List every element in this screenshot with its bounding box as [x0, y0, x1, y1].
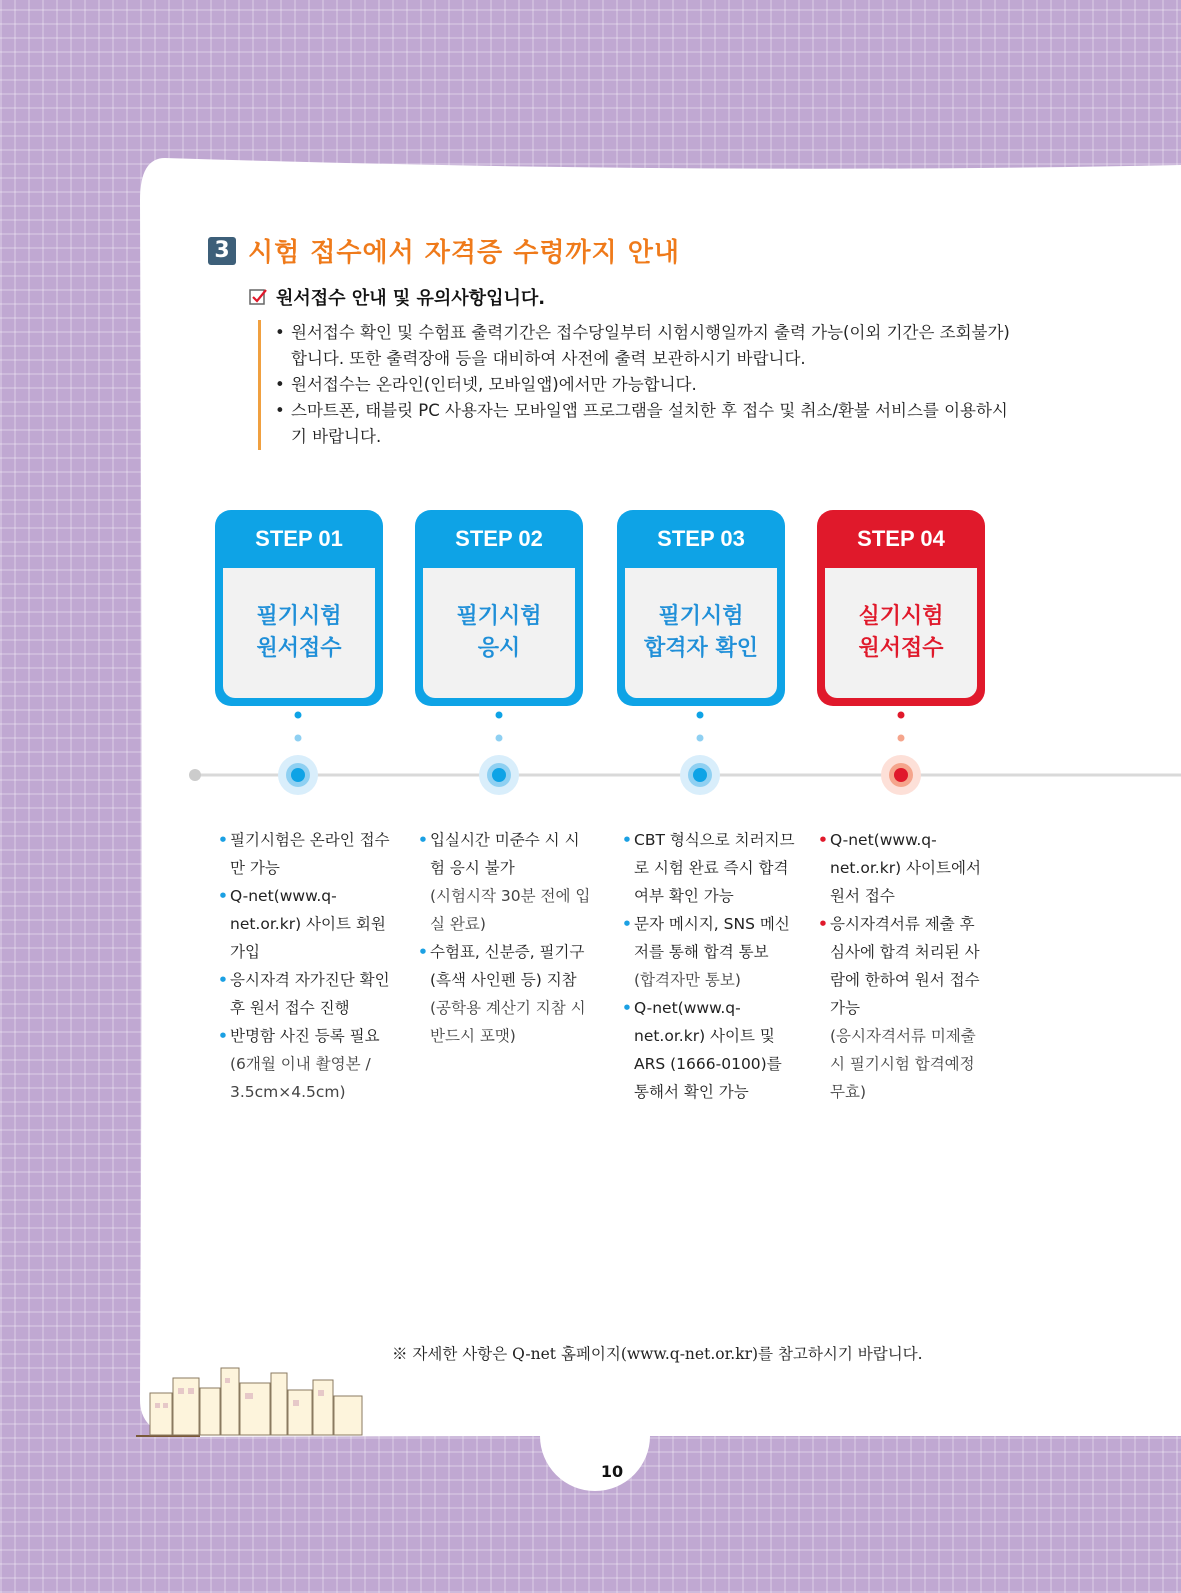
detail-note: (합격자만 통보) — [634, 971, 741, 989]
detail-item: • CBT 형식으로 치러지므로 시험 완료 즉시 합격 여부 확인 가능 — [622, 826, 797, 910]
step-title-line2: 합격자 확인 — [644, 636, 758, 661]
detail-note: (공학용 계산기 지참 시 반드시 포맷) — [430, 999, 586, 1045]
detail-item: • Q-net(www.q-net.or.kr) 사이트에서 원서 접수 — [818, 826, 993, 910]
step-label: STEP 01 — [255, 526, 343, 551]
detail-note: (시험시작 30분 전에 입실 완료) — [430, 887, 591, 933]
notice-item: • 스마트폰, 태블릿 PC 사용자는 모바일앱 프로그램을 설치한 후 접수 및 취소/환불 서비스를 이용하시기 바랍니다. — [275, 398, 1015, 450]
step-title-line1: 필기시험 — [456, 604, 542, 629]
step-04-details — [818, 826, 993, 1106]
detail-item: • Q-net(www.q-net.or.kr) 사이트 회원 가입 — [218, 882, 393, 966]
step-02-details — [418, 826, 593, 1050]
detail-item: • 필기시험은 온라인 접수만 가능 — [218, 826, 393, 882]
detail-item: • 반명함 사진 등록 필요 — [218, 1022, 393, 1050]
detail-item: • 응시자격서류 제출 후 심사에 합격 처리된 사람에 한하여 원서 접수 가능 — [818, 910, 993, 1022]
city-skyline-illustration — [145, 1358, 385, 1438]
subtitle-text: 원서접수 안내 및 유의사항입니다. — [276, 288, 546, 309]
detail-item: • Q-net(www.q-net.or.kr) 사이트 및 ARS (1666-0100)를 통해서 확인 가능 — [622, 994, 797, 1106]
subtitle — [248, 284, 545, 310]
step-content — [825, 568, 977, 698]
step-content — [223, 568, 375, 698]
section-heading — [208, 232, 680, 269]
detail-note: (6개월 이내 촬영본 / 3.5cm×4.5cm) — [230, 1055, 371, 1101]
timeline-node-01 — [278, 712, 318, 796]
notice-list — [258, 320, 1015, 450]
section-title: 시험 접수에서 자격증 수령까지 안내 — [248, 238, 680, 268]
step-card-01 — [215, 510, 383, 706]
step-title-line2: 응시 — [477, 636, 521, 661]
step-card-03 — [617, 510, 785, 706]
detail-item: • 입실시간 미준수 시 시험 응시 불가 — [418, 826, 593, 882]
page-number: 10 — [600, 1462, 624, 1481]
step-label: STEP 02 — [455, 526, 543, 551]
notice-item: • 원서접수는 온라인(인터넷, 모바일앱)에서만 가능합니다. — [275, 372, 1015, 398]
step-content — [625, 568, 777, 698]
step-title-line1: 실기시험 — [858, 604, 944, 629]
step-label: STEP 04 — [857, 526, 945, 551]
step-title-line1: 필기시험 — [658, 604, 744, 629]
step-card-02 — [415, 510, 583, 706]
timeline-node-02 — [479, 712, 519, 796]
detail-item: • 응시자격 자가진단 확인 후 원서 접수 진행 — [218, 966, 393, 1022]
section-number-badge: 3 — [208, 237, 236, 265]
notice-item: • 원서접수 확인 및 수험표 출력기간은 접수당일부터 시험시행일까지 출력 가능(이외 기간은 조회불가)합니다. 또한 출력장애 등을 대비하여 사전에 출력 보관하시기 바랍니다. — [275, 320, 1015, 372]
checkbox-checked-icon — [248, 287, 268, 307]
detail-item: • 수험표, 신분증, 필기구 (흑색 사인펜 등) 지참 — [418, 938, 593, 994]
step-label: STEP 03 — [657, 526, 745, 551]
footnote: ※ 자세한 사항은 Q-net 홈페이지(www.q-net.or.kr)를 참고하시기 바랍니다. — [392, 1345, 923, 1363]
step-card-04 — [817, 510, 985, 706]
timeline-node-04 — [881, 712, 921, 796]
detail-item: • 문자 메시지, SNS 메신저를 통해 합격 통보 — [622, 910, 797, 966]
timeline-node-03 — [680, 712, 720, 796]
step-title-line1: 필기시험 — [256, 604, 342, 629]
step-03-details — [622, 826, 797, 1106]
timeline — [0, 700, 1181, 810]
step-title-line2: 원서접수 — [858, 636, 944, 661]
step-01-details — [218, 826, 393, 1106]
step-title-line2: 원서접수 — [256, 636, 342, 661]
step-content — [423, 568, 575, 698]
detail-note: (응시자격서류 미제출 시 필기시험 합격예정 무효) — [830, 1027, 976, 1101]
